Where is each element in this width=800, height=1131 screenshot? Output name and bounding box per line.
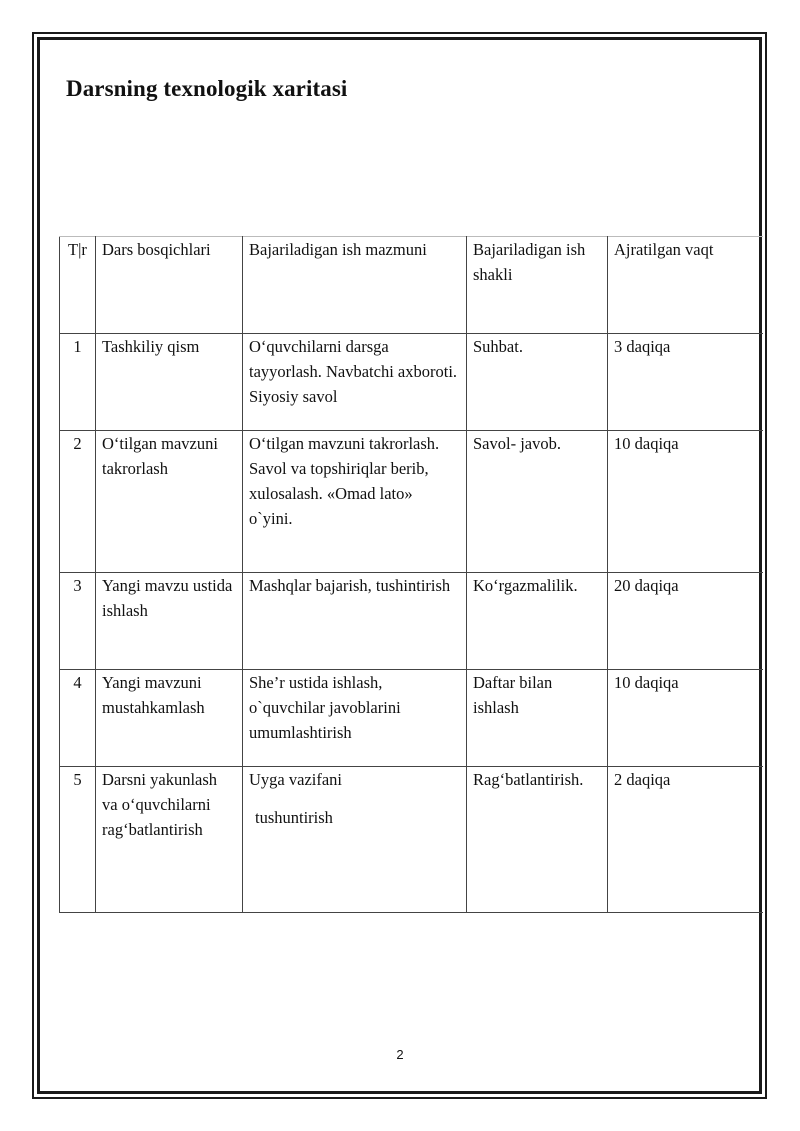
table-row xyxy=(60,573,763,670)
row-content: Uyga vazifani xyxy=(249,770,342,789)
row-form: Daftar bilan ishlash xyxy=(467,670,608,767)
row-time: 3 daqiqa xyxy=(608,334,763,431)
row-form: Ko‘rgazmalilik. xyxy=(467,573,608,670)
header-content: Bajariladigan ish mazmuni xyxy=(243,237,467,334)
row-content-cell xyxy=(243,767,467,913)
row-stage: Yangi mavzu ustida ishlash xyxy=(96,573,243,670)
row-num: 5 xyxy=(60,767,96,913)
row-stage: Tashkiliy qism xyxy=(96,334,243,431)
row-form: Suhbat. xyxy=(467,334,608,431)
row-content-extra: tushuntirish xyxy=(255,808,333,827)
table-row xyxy=(60,670,763,767)
row-content: Mashqlar bajarish, tushintirish xyxy=(243,573,467,670)
lesson-plan-table xyxy=(59,236,763,913)
row-time: 10 daqiqa xyxy=(608,431,763,573)
row-stage: Yangi mavzuni mustahkamlash xyxy=(96,670,243,767)
row-num: 2 xyxy=(60,431,96,573)
row-time: 20 daqiqa xyxy=(608,573,763,670)
table-header-row xyxy=(60,237,763,334)
row-content: O‘tilgan mavzuni takrorlash. Savol va topshiriqlar berib, xulosalash. «Omad lato» o`yini. xyxy=(243,431,467,573)
row-content: O‘quvchilarni darsga tayyorlash. Navbatchi axboroti. Siyosiy savol xyxy=(243,334,467,431)
header-form: Bajariladigan ish shakli xyxy=(467,237,608,334)
row-form: Rag‘batlantirish. xyxy=(467,767,608,913)
row-content: She’r ustida ishlash, o`quvchilar javoblarini umumlashtirish xyxy=(243,670,467,767)
row-time: 2 daqiqa xyxy=(608,767,763,913)
table-row xyxy=(60,334,763,431)
row-num: 3 xyxy=(60,573,96,670)
header-time: Ajratilgan vaqt xyxy=(608,237,763,334)
page-number: 2 xyxy=(396,1047,404,1062)
row-form: Savol- javob. xyxy=(467,431,608,573)
row-stage: Darsni yakunlash va o‘quvchilarni rag‘batlantirish xyxy=(96,767,243,913)
table-row xyxy=(60,767,763,913)
document-title: Darsning texnologik xaritasi xyxy=(66,76,348,101)
row-num: 4 xyxy=(60,670,96,767)
row-stage: O‘tilgan mavzuni takrorlash xyxy=(96,431,243,573)
header-stage: Dars bosqichlari xyxy=(96,237,243,334)
table-row xyxy=(60,431,763,573)
row-time: 10 daqiqa xyxy=(608,670,763,767)
row-num: 1 xyxy=(60,334,96,431)
header-num: T|r xyxy=(60,237,96,334)
